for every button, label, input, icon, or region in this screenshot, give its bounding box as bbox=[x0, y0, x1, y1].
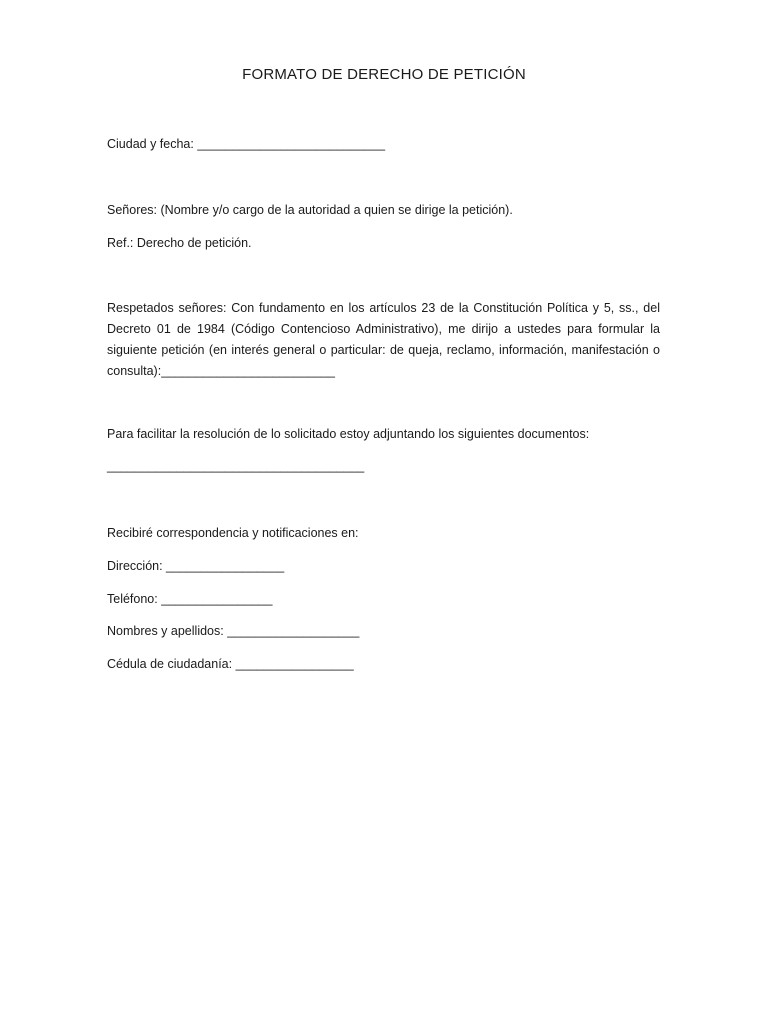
attachments-intro: Para facilitar la resolución de lo solicitado estoy adjuntando los siguientes documentos: bbox=[107, 427, 590, 441]
phone-field: Teléfono: ________________ bbox=[107, 592, 273, 606]
petition-body-paragraph: Respetados señores: Con fundamento en los artículos 23 de la Constitución Política y 5, ss., del Decreto 01 de 1984 (Código Contencioso Administrativo), me dirijo a ustedes para formular la siguiente petición (en interés general o particular: de queja, reclamo, información, manifestación o consulta):_________________________ bbox=[107, 301, 660, 378]
reference-line: Ref.: Derecho de petición. bbox=[107, 236, 252, 250]
document-title: FORMATO DE DERECHO DE PETICIÓN bbox=[242, 66, 526, 83]
id-card-field: Cédula de ciudadanía: _________________ bbox=[107, 657, 354, 671]
names-field: Nombres y apellidos: ___________________ bbox=[107, 624, 360, 638]
attachments-blank-line: _____________________________________ bbox=[107, 459, 365, 473]
city-date-field: Ciudad y fecha: ___________________________ bbox=[107, 137, 386, 151]
recipients-line: Señores: (Nombre y/o cargo de la autoridad a quien se dirige la petición). bbox=[107, 203, 513, 217]
address-field: Dirección: _________________ bbox=[107, 559, 285, 573]
correspondence-intro: Recibiré correspondencia y notificaciones en: bbox=[107, 526, 359, 540]
